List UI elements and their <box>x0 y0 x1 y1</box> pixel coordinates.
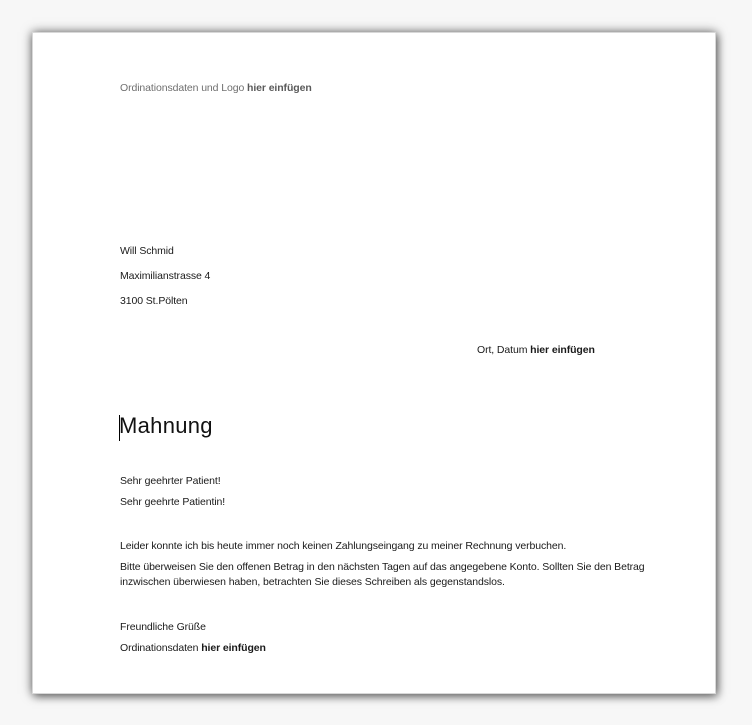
signature-placeholder: hier einfügen <box>201 642 266 654</box>
practice-header-placeholder: hier einfügen <box>247 82 312 94</box>
signature-label: Ordinationsdaten <box>120 642 199 654</box>
place-date-label: Ort, Datum <box>477 344 528 356</box>
salutation-male[interactable]: Sehr geehrter Patient! <box>120 475 221 487</box>
place-date-placeholder: hier einfügen <box>530 344 595 356</box>
practice-header-label: Ordinationsdaten und Logo <box>120 82 245 94</box>
salutation-female[interactable]: Sehr geehrte Patientin! <box>120 496 226 508</box>
closing-signature[interactable] <box>120 642 266 654</box>
recipient-name[interactable]: Will Schmid <box>120 245 174 257</box>
practice-header[interactable] <box>120 82 312 94</box>
letter-page[interactable] <box>32 32 716 694</box>
recipient-street[interactable]: Maximilianstrasse 4 <box>120 270 211 282</box>
body-paragraph-2[interactable]: Bitte überweisen Sie den offenen Betrag in den nächsten Tagen auf das angegebene Konto. Sollten Sie den Betrag inzwischen überwiesen haben, betrachten Sie dieses Schreiben als gegenstandslos. <box>120 561 645 588</box>
body-paragraph-1[interactable]: Leider konnte ich bis heute immer noch keinen Zahlungseingang zu meiner Rechnung verbuchen. <box>120 540 567 552</box>
recipient-city[interactable]: 3100 St.Pölten <box>120 295 188 307</box>
closing-greeting[interactable]: Freundliche Grüße <box>120 621 206 633</box>
letter-title[interactable]: Mahnung <box>119 413 213 438</box>
place-date[interactable] <box>477 344 595 356</box>
